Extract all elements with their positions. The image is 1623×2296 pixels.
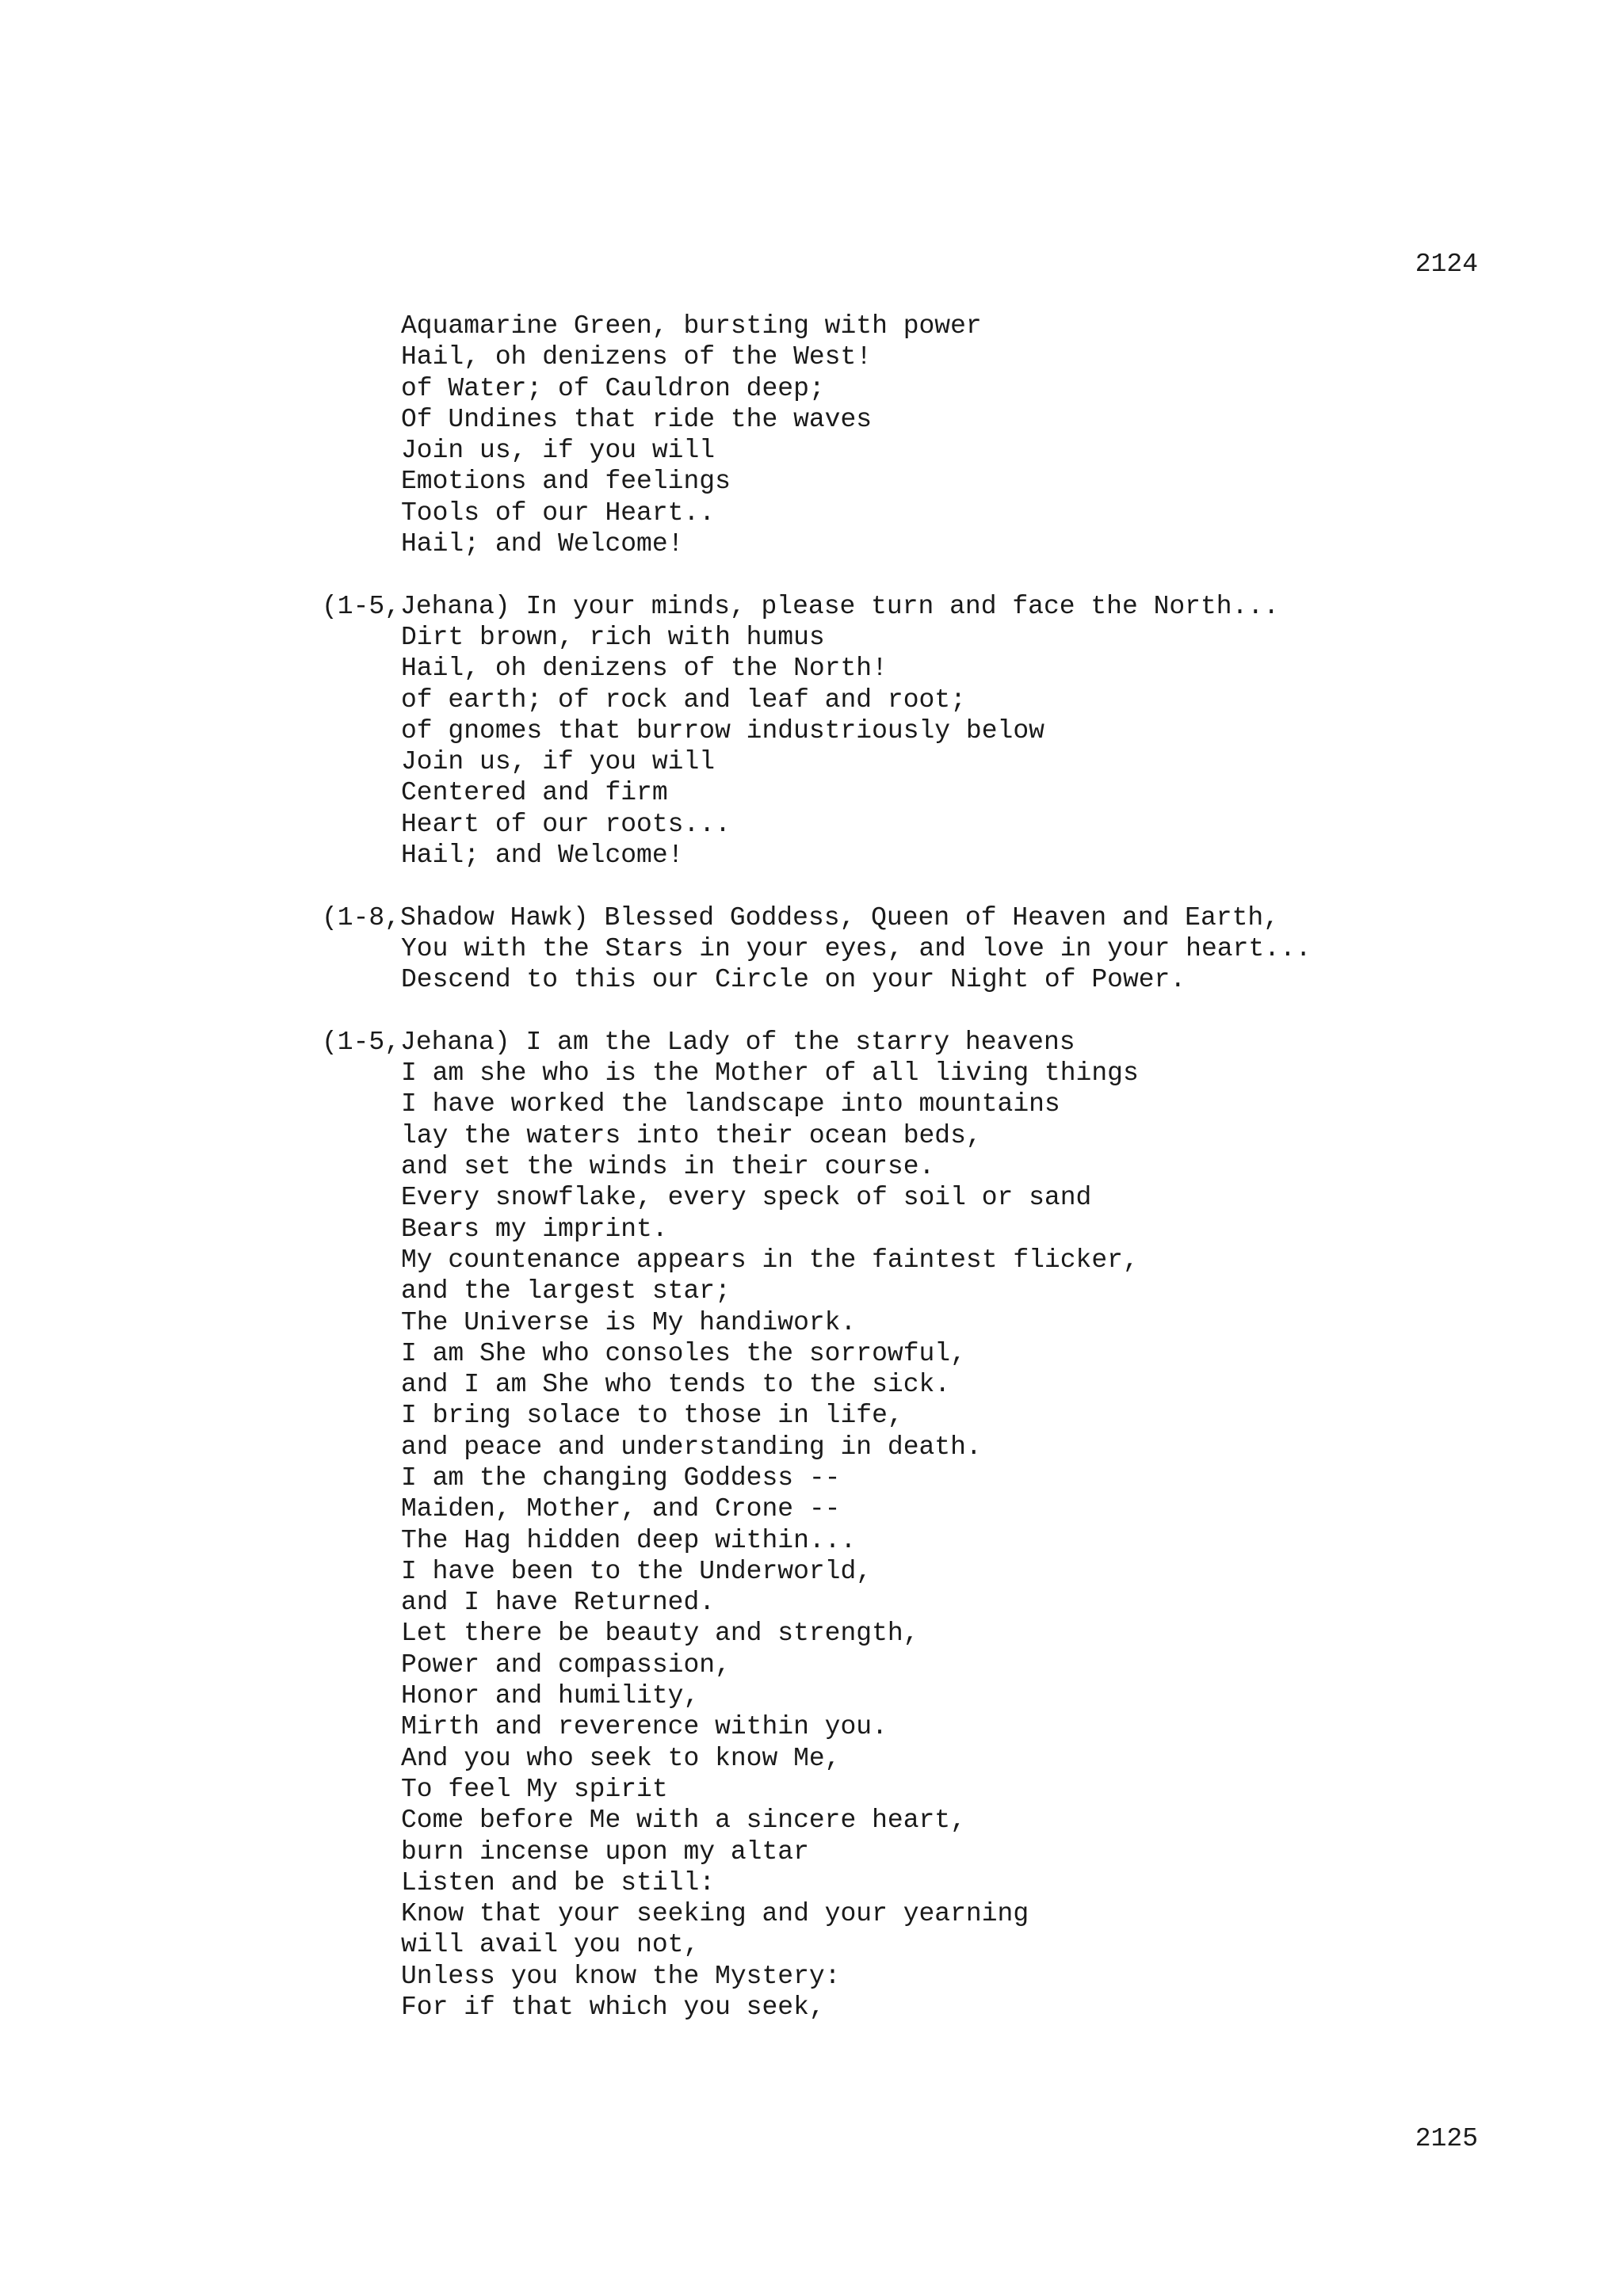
page-number-top: 2124 [1415, 250, 1478, 279]
verse-line: of earth; of rock and leaf and root; [401, 685, 966, 715]
verse-line: To feel My spirit [401, 1774, 668, 1804]
verse-line: burn incense upon my altar [401, 1836, 809, 1867]
verse-line: and the largest star; [401, 1276, 731, 1306]
verse-line: and I am She who tends to the sick. [401, 1370, 951, 1400]
verse-line: I am the changing Goddess -- [401, 1463, 841, 1493]
blank-line [322, 996, 1312, 1027]
verse-line: Join us, if you will [401, 436, 716, 466]
verse-line: Hail, oh denizens of the West! [401, 342, 873, 372]
verse-line: Heart of our roots... [401, 809, 731, 839]
verse-line: The Universe is My handiwork. [401, 1307, 857, 1337]
speaker-line: (1-5,Jehana) In your minds, please turn and face the North... [322, 591, 1279, 621]
verse-line: Maiden, Mother, and Crone -- [401, 1494, 841, 1524]
verse-line: Descend to this our Circle on your Night of Power. [401, 965, 1186, 995]
verse-line: Mirth and reverence within you. [401, 1712, 888, 1742]
verse-line: Hail, oh denizens of the North! [401, 654, 888, 684]
verse-line: and peace and understanding in death. [401, 1432, 982, 1462]
script-body [322, 311, 1312, 2023]
verse-line: of gnomes that burrow industriously below [401, 715, 1044, 746]
verse-line: Bears my imprint. [401, 1214, 668, 1244]
verse-line: And you who seek to know Me, [401, 1743, 841, 1773]
page-number-bottom: 2125 [1415, 2124, 1478, 2153]
verse-line: I bring solace to those in life, [401, 1401, 903, 1431]
verse-line: of Water; of Cauldron deep; [401, 373, 825, 403]
speaker-line: (1-5,Jehana) I am the Lady of the starry heavens [322, 1027, 1075, 1057]
verse-line: I am She who consoles the sorrowful, [401, 1338, 966, 1368]
verse-line: Tools of our Heart.. [401, 498, 716, 528]
verse-line: Listen and be still: [401, 1867, 716, 1897]
verse-line: and I have Returned. [401, 1588, 716, 1618]
verse-line: Know that your seeking and your yearning [401, 1899, 1029, 1929]
speaker-line: (1-8,Shadow Hawk) Blessed Goddess, Queen of Heaven and Earth, [322, 902, 1279, 933]
blank-line [322, 871, 1312, 902]
verse-line: For if that which you seek, [401, 1993, 825, 2023]
verse-line: Dirt brown, rich with humus [401, 622, 825, 652]
verse-line: Come before Me with a sincere heart, [401, 1806, 966, 1836]
verse-line: My countenance appears in the faintest flicker, [401, 1245, 1139, 1275]
verse-line: Join us, if you will [401, 747, 716, 777]
verse-line: Hail; and Welcome! [401, 529, 684, 559]
verse-line: will avail you not, [401, 1930, 700, 1960]
verse-line: and set the winds in their course. [401, 1152, 935, 1182]
verse-line: You with the Stars in your eyes, and love in your heart... [401, 933, 1312, 963]
verse-line: Aquamarine Green, bursting with power [401, 311, 982, 341]
verse-line: lay the waters into their ocean beds, [401, 1120, 982, 1150]
verse-line: I have been to the Underworld, [401, 1556, 873, 1586]
verse-line: The Hag hidden deep within... [401, 1525, 857, 1555]
blank-line [322, 559, 1312, 590]
verse-line: I have worked the landscape into mountains [401, 1089, 1060, 1119]
verse-line: I am she who is the Mother of all living things [401, 1058, 1139, 1089]
verse-line: Power and compassion, [401, 1650, 731, 1680]
verse-line: Centered and firm [401, 778, 668, 808]
verse-line: Unless you know the Mystery: [401, 1961, 841, 1991]
verse-line: Every snowflake, every speck of soil or sand [401, 1183, 1092, 1213]
verse-line: Let there be beauty and strength, [401, 1619, 919, 1649]
verse-line: Honor and humility, [401, 1681, 700, 1711]
verse-line: Emotions and feelings [401, 467, 731, 497]
verse-line: Of Undines that ride the waves [401, 404, 873, 434]
verse-line: Hail; and Welcome! [401, 841, 684, 871]
